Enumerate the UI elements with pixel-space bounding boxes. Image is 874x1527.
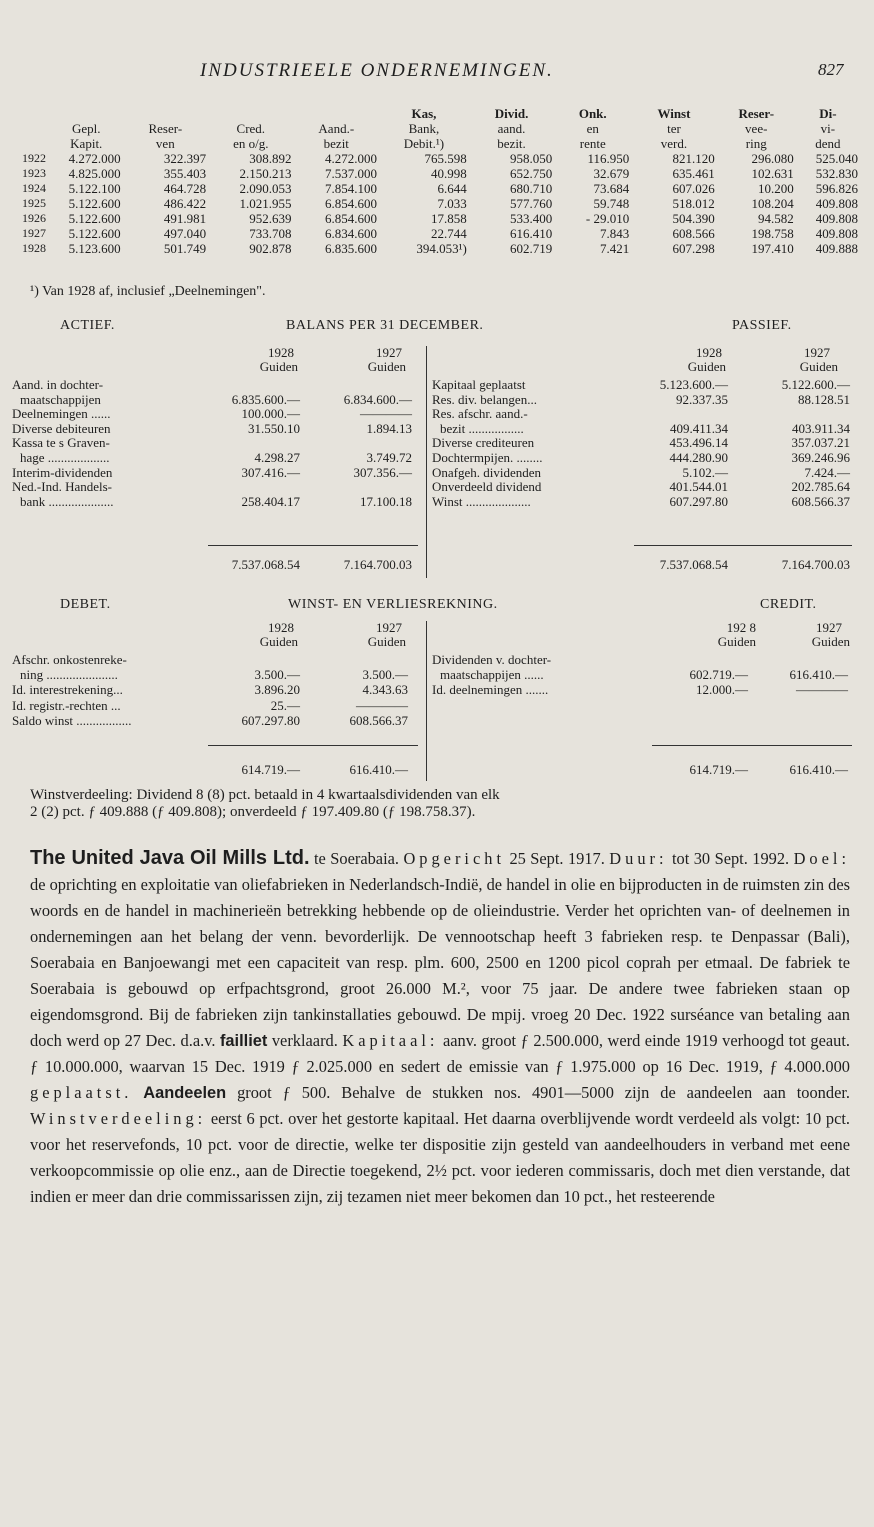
column-header: rente [579, 136, 606, 151]
table-cell: 73.684 [593, 181, 630, 196]
bal-right_items-label: Diverse crediteuren [432, 435, 535, 451]
column-header: bezit. [497, 136, 526, 151]
bal-right_items-label: Dochtermpijen. ........ [432, 450, 543, 465]
table-cell: 40.998 [431, 166, 467, 181]
table-cell: 197.410 [751, 241, 794, 256]
column-header: Kapit. [70, 136, 103, 151]
table-row [20, 196, 860, 211]
article-text: groot ƒ 500. Behalve de stukken nos. 4901—5000 zijn de aandeelen aan toonder. [226, 1083, 851, 1102]
bal-left_items-label: Interim-dividenden [12, 464, 113, 480]
table-cell: 952.639 [249, 211, 292, 226]
bal-left_items-v28: 4.298.27 [254, 450, 300, 465]
company-article [30, 845, 850, 1210]
label-opgericht: Opgericht [403, 849, 505, 868]
company-name: The United Java Oil Mills Ltd. [30, 847, 310, 869]
table-cell: 608.566 [672, 226, 715, 241]
wv-left_items-label: Id. registr.-rechten ... [12, 697, 121, 713]
table-cell: 5.122.100 [68, 181, 121, 196]
column-header: vee- [745, 121, 768, 136]
wv-right_items-v28: 602.719.— [689, 667, 748, 683]
column-header: vi- [820, 121, 836, 136]
label-failliet: failliet [219, 1032, 268, 1050]
wv-left_items-label: Id. interestrekening... [12, 682, 123, 698]
year-cell: 1927 [22, 226, 46, 240]
bal-right_items-v28: 409.411.34 [669, 420, 728, 436]
table-cell: 602.719 [510, 241, 553, 256]
winstverdeeling-line-2: 2 (2) pct. ƒ 409.888 (ƒ 409.808); onverdeeld ƒ 197.409.80 (ƒ 198.758.37). [30, 804, 476, 820]
column-header: ter [667, 121, 681, 136]
table-cell: 1.021.955 [239, 196, 292, 211]
table-footnote: ¹) Van 1928 af, inclusief „Deelnemingen". [30, 284, 266, 299]
bal-right_items-label: Kapitaal geplaatst [432, 377, 526, 392]
table-cell: 308.892 [249, 151, 292, 166]
wv-currency-d: Guiden [811, 634, 850, 649]
bal-right_items-v27: 608.566.37 [791, 493, 850, 509]
wv-right_items-label-cont: maatschappijen ...... [440, 667, 544, 683]
table-cell: 533.400 [510, 211, 553, 226]
year-cell: 1926 [22, 211, 46, 225]
table-cell: 607.026 [672, 181, 715, 196]
table-cell: 409.808 [815, 226, 858, 241]
balance-title: BALANS PER 31 DECEMBER. [286, 318, 484, 333]
bal-right_items-v28: 401.544.01 [669, 479, 728, 495]
bal-right_items-v28: 5.123.600.— [659, 377, 728, 392]
header-row [20, 136, 860, 151]
bal-right_items-v27: 357.037.21 [791, 435, 850, 451]
wv-year-d: 1927 [816, 620, 842, 635]
wv-title: WINST- EN VERLIESREKNING. [288, 597, 498, 612]
table-cell: 409.888 [815, 241, 858, 256]
table-cell: 355.403 [163, 166, 207, 181]
bal-left_items-v27: 6.834.600.— [343, 391, 412, 407]
table-cell: 4.272.000 [68, 151, 121, 166]
column-header: ring [745, 136, 767, 151]
table-cell: 116.950 [587, 151, 630, 166]
column-header: Kas, [411, 106, 437, 121]
bal-right-total-27: 7.164.700.03 [781, 557, 850, 572]
article-text: te Soerabaia. [309, 849, 404, 868]
table-cell: 108.204 [751, 196, 794, 211]
wv-left_items-v28: 25.— [270, 697, 300, 713]
bal-right_items-v27: 88.128.51 [798, 391, 850, 407]
bal-currency-c: Guiden [687, 359, 726, 374]
bal-right_items-v28: 607.297.80 [669, 493, 728, 509]
bal-left_items-v27: ———— [360, 406, 412, 422]
bal-right_items-v27: 369.246.96 [791, 450, 850, 465]
table-cell: - 29.010 [585, 211, 630, 226]
table-cell: 464.728 [163, 181, 207, 196]
table-cell: 821.120 [672, 151, 715, 166]
bal-right_items-v27: 202.785.64 [791, 479, 850, 495]
table-cell: 22.744 [431, 226, 467, 241]
table-cell: 518.012 [672, 196, 715, 211]
column-header: dend [815, 136, 841, 151]
table-row [20, 226, 860, 241]
article-text: verklaard. [267, 1031, 343, 1050]
label-kapitaal: Kapitaal: [342, 1031, 439, 1050]
table-cell: 7.854.100 [325, 181, 378, 196]
table-cell: 733.708 [249, 226, 292, 241]
table-row [20, 181, 860, 196]
article-text: aanv. groot ƒ 2.500.000, werd einde 1919 verhoogd tot geaut. ƒ 10.000.000, waarvan 15 Dec. 1919 ƒ 2.025.000 en sedert de emissie van ƒ 1.975.000 op 16 Dec. 1919, ƒ 4.000.000 [30, 1031, 850, 1076]
column-header: Di- [819, 106, 837, 121]
article-text: de oprichting en exploitatie van oliefabrieken in Nederlandsch-Indië, de handel in olie en bijproducten in de ruimsten zin des woords en de handel in machinerieën betrekking hebbende op de olieindustrie. Verder het oprichten van- of deelnemen in ondernemingen aan het belang der venn. bevorderlijk. De vennootschap heeft 3 fabrieken resp. te Denpassar (Bali), Soerabaia en Banjoewangi met een capaciteit van resp. plm. 600, 2500 en 1200 picol coprah per etmaal. De fabriek te Soerabaia is gebouwd op erfpachtsgrond, groot 26.000 M.², voor 75 jaar. De andere twee fabrieken staan op eigendomsgrond. Bij de fabrieken zijn tankinstallaties gebouwd. De mpij. vroeg 20 Dec. 1922 surséance van betaling aan doch werd op 27 Dec. d.a.v. [30, 875, 850, 1050]
column-header: Divid. [494, 106, 529, 121]
column-header [208, 106, 293, 121]
column-header [20, 106, 50, 121]
table-cell: 532.830 [815, 166, 858, 181]
credit-label: CREDIT. [760, 597, 817, 612]
column-header: Reser- [148, 121, 183, 136]
bal-year-b: 1927 [376, 345, 402, 360]
header-row [20, 121, 860, 136]
bal-right_items-label-cont: bezit ................. [440, 420, 524, 436]
bal-right-total-28: 7.537.068.54 [659, 557, 728, 572]
table-cell: 2.090.053 [239, 181, 292, 196]
table-cell: 322.397 [163, 151, 207, 166]
bal-left_items-v28: 307.416.— [241, 464, 300, 480]
bal-year-a: 1928 [268, 345, 294, 360]
wv-currency-b: Guiden [367, 634, 406, 649]
bal-left-total-28: 7.537.068.54 [231, 557, 300, 572]
bal-right_items-v28: 5.102.— [682, 464, 728, 480]
table-cell: 501.749 [163, 241, 207, 256]
table-cell: 7.421 [599, 241, 630, 256]
table-cell: 491.981 [163, 211, 207, 226]
table-cell: 4.825.000 [68, 166, 121, 181]
bal-left_items-label: Kassa te s Graven- [12, 435, 110, 451]
year-cell: 1925 [22, 196, 46, 210]
table-cell: 525.040 [815, 151, 858, 166]
table-cell: 765.598 [424, 151, 467, 166]
column-header: Cred. [236, 121, 266, 136]
column-header: Debit.¹) [403, 136, 445, 151]
table-cell: 102.631 [751, 166, 794, 181]
bal-right_items-label: Onafgeh. dividenden [432, 464, 542, 480]
passief-label: PASSIEF. [732, 318, 792, 333]
bal-right_items-v27: 5.122.600.— [781, 377, 850, 392]
page-number: 827 [818, 60, 844, 79]
wv-left_items-v27: ———— [356, 697, 408, 713]
table-cell: 5.122.600 [68, 226, 121, 241]
wv-currency-a: Guiden [259, 634, 298, 649]
wv-right_items-label: Dividenden v. dochter- [432, 652, 552, 667]
column-header [20, 121, 50, 136]
wv-left_items-label-cont: ning ...................... [20, 667, 118, 683]
balance-sheet [12, 340, 862, 585]
bal-left_items-label-cont: maatschappijen [20, 391, 101, 407]
table-cell: 958.050 [510, 151, 553, 166]
table-cell: 5.123.600 [68, 241, 121, 256]
table-cell: 7.843 [599, 226, 630, 241]
bal-left_items-label: Aand. in dochter- [12, 377, 104, 392]
bal-right_items-label: Winst .................... [432, 493, 531, 509]
bal-left_items-label: Diverse debiteuren [12, 420, 111, 436]
dividend-table [20, 106, 860, 256]
table-cell: 198.758 [751, 226, 794, 241]
bal-left_items-v27: 1.894.13 [366, 420, 412, 436]
table-cell: 7.537.000 [325, 166, 378, 181]
article-text: eerst 6 pct. over het gestorte kapitaal. Het daarna overblijvende wordt verdeeld als volgt: 10 pct. voor het reservefonds, 10 pct. voor de directie, welke ter dispositie zijn gesteld van aandeelhouders in verband met eene verkoopcommissie op olie enz., aan de Directie toegekend, 2½ pct. voor iederen commissaris, doch met dien verstande, dat indien er meer dan drie commissarissen zijn, zij tezamen niet meer bekomen dan 10 pct., het resteerende [30, 1109, 850, 1206]
bal-left_items-label: Ned.-Ind. Handels- [12, 479, 112, 495]
year-cell: 1923 [22, 166, 46, 180]
bal-left_items-v28: 31.550.10 [248, 420, 300, 436]
table-cell: 6.854.600 [325, 196, 378, 211]
running-title: INDUSTRIEELE ONDERNEMINGEN. [200, 60, 554, 81]
wv-left_items-label: Saldo winst ................. [12, 712, 132, 728]
wv-left_items-v28: 3.896.20 [254, 682, 300, 698]
wv-left-total-27: 616.410.— [349, 762, 408, 777]
bal-currency-a: Guiden [259, 359, 298, 374]
article-text: 25 Sept. 1917. [505, 849, 610, 868]
bal-left_items-label-cont: hage ................... [20, 450, 110, 465]
column-header: aand. [497, 121, 526, 136]
bal-right_items-v28: 444.280.90 [669, 450, 728, 465]
label-duur: Duur: [609, 849, 668, 868]
column-header: bezit [323, 136, 349, 151]
table-row [20, 211, 860, 226]
table-cell: 616.410 [510, 226, 553, 241]
column-header: verd. [660, 136, 688, 151]
table-cell: 6.854.600 [325, 211, 378, 226]
wv-right_items-v27: ———— [796, 682, 848, 698]
bal-currency-b: Guiden [367, 359, 406, 374]
column-header: Onk. [578, 106, 607, 121]
year-cell: 1928 [22, 241, 46, 255]
bal-left_items-v27: 17.100.18 [360, 493, 412, 509]
wv-right-total-28: 614.719.— [689, 762, 748, 777]
table-cell: 577.760 [510, 196, 553, 211]
column-header [294, 106, 379, 121]
header-row [20, 106, 860, 121]
bal-left_items-label-cont: bank .................... [20, 493, 114, 509]
bal-left-total-27: 7.164.700.03 [343, 557, 412, 572]
wv-year-b: 1927 [376, 620, 402, 635]
column-header: ven [155, 136, 175, 151]
column-header: Aand.- [318, 121, 355, 136]
table-cell: 409.808 [815, 196, 858, 211]
bal-left_items-label: Deelnemingen ...... [12, 406, 111, 422]
table-cell: 394.053¹) [416, 241, 467, 256]
table-cell: 59.748 [593, 196, 630, 211]
table-cell: 6.644 [437, 181, 467, 196]
wv-left_items-v27: 3.500.— [362, 667, 408, 683]
table-cell: 5.122.600 [68, 211, 121, 226]
table-cell: 680.710 [510, 181, 553, 196]
column-header: Bank, [408, 121, 440, 136]
table-cell: 902.878 [249, 241, 292, 256]
table-cell: 504.390 [672, 211, 715, 226]
debet-label: DEBET. [60, 597, 111, 612]
column-header [123, 106, 208, 121]
label-aandeelen: Aandeelen [143, 1084, 227, 1102]
table-cell: 635.461 [672, 166, 715, 181]
winstverdeeling-note [30, 787, 860, 821]
wv-right_items-v27: 616.410.— [789, 667, 848, 683]
bal-right_items-v28: 453.496.14 [669, 435, 728, 451]
bal-left_items-v28: 100.000.— [241, 406, 300, 422]
wv-left-total-28: 614.719.— [241, 762, 300, 777]
article-text: tot 30 Sept. 1992. [667, 849, 794, 868]
wv-left_items-label: Afschr. onkostenreke- [12, 652, 127, 667]
bal-left_items-v28: 6.835.600.— [231, 391, 300, 407]
column-header: Winst [657, 106, 691, 121]
label-geplaatst: geplaatst. [30, 1083, 133, 1102]
wv-left_items-v28: 3.500.— [254, 667, 300, 683]
column-header: en o/g. [233, 136, 269, 151]
page-header [0, 60, 874, 84]
wv-right_items-label: Id. deelnemingen ....... [432, 682, 549, 698]
wv-left_items-v27: 4.343.63 [362, 682, 408, 698]
bal-currency-d: Guiden [799, 359, 838, 374]
bal-left_items-v28: 258.404.17 [241, 493, 300, 509]
bal-left_items-v27: 3.749.72 [366, 450, 412, 465]
table-cell: 94.582 [758, 211, 794, 226]
bal-right_items-v28: 92.337.35 [676, 391, 728, 407]
table-row [20, 151, 860, 166]
table-cell: 7.033 [437, 196, 467, 211]
table-cell: 2.150.213 [239, 166, 292, 181]
column-header: Reser- [738, 106, 775, 121]
label-winstverdeeling: Winstverdeeling: [30, 1109, 207, 1128]
table-cell: 497.040 [163, 226, 207, 241]
bal-right_items-label: Onverdeeld dividend [432, 479, 542, 495]
bal-year-c: 1928 [696, 345, 722, 360]
table-cell: 409.808 [815, 211, 858, 226]
table-cell: 296.080 [751, 151, 794, 166]
year-cell: 1922 [22, 151, 46, 165]
column-header: en [586, 121, 599, 136]
wv-year-a: 1928 [268, 620, 294, 635]
table-cell: 6.834.600 [325, 226, 378, 241]
table-row [20, 241, 860, 256]
wv-year-c: 192 8 [726, 620, 756, 635]
table-cell: 6.835.600 [325, 241, 378, 256]
year-cell: 1924 [22, 181, 46, 195]
bal-right_items-label: Res. afschr. aand.- [432, 406, 528, 422]
bal-right_items-v27: 403.911.34 [791, 420, 850, 436]
bal-left_items-v27: 307.356.— [353, 464, 412, 480]
wv-left_items-v27: 608.566.37 [349, 712, 408, 728]
table-cell: 5.122.600 [68, 196, 121, 211]
table-cell: 17.858 [431, 211, 467, 226]
wv-right-total-27: 616.410.— [789, 762, 848, 777]
bal-year-d: 1927 [804, 345, 830, 360]
label-doel: Doel: [793, 849, 850, 868]
table-cell: 596.826 [815, 181, 858, 196]
column-header [50, 106, 123, 121]
column-header [20, 136, 50, 151]
actief-label: ACTIEF. [60, 318, 115, 333]
table-cell: 4.272.000 [325, 151, 378, 166]
profit-loss-account [12, 617, 862, 782]
wv-currency-c: Guiden [717, 634, 756, 649]
table-row [20, 166, 860, 181]
table-cell: 652.750 [510, 166, 553, 181]
bal-right_items-v27: 7.424.— [804, 464, 850, 480]
table-cell: 10.200 [758, 181, 794, 196]
table-cell: 486.422 [163, 196, 207, 211]
wv-right_items-v28: 12.000.— [696, 682, 748, 698]
winstverdeeling-line-1: Winstverdeeling: Dividend 8 (8) pct. betaald in 4 kwartaalsdividenden van elk [30, 787, 500, 803]
table-cell: 607.298 [672, 241, 715, 256]
bal-right_items-label: Res. div. belangen... [432, 391, 537, 407]
column-header: Gepl. [71, 121, 101, 136]
table-cell: 32.679 [593, 166, 630, 181]
wv-left_items-v28: 607.297.80 [241, 712, 300, 728]
